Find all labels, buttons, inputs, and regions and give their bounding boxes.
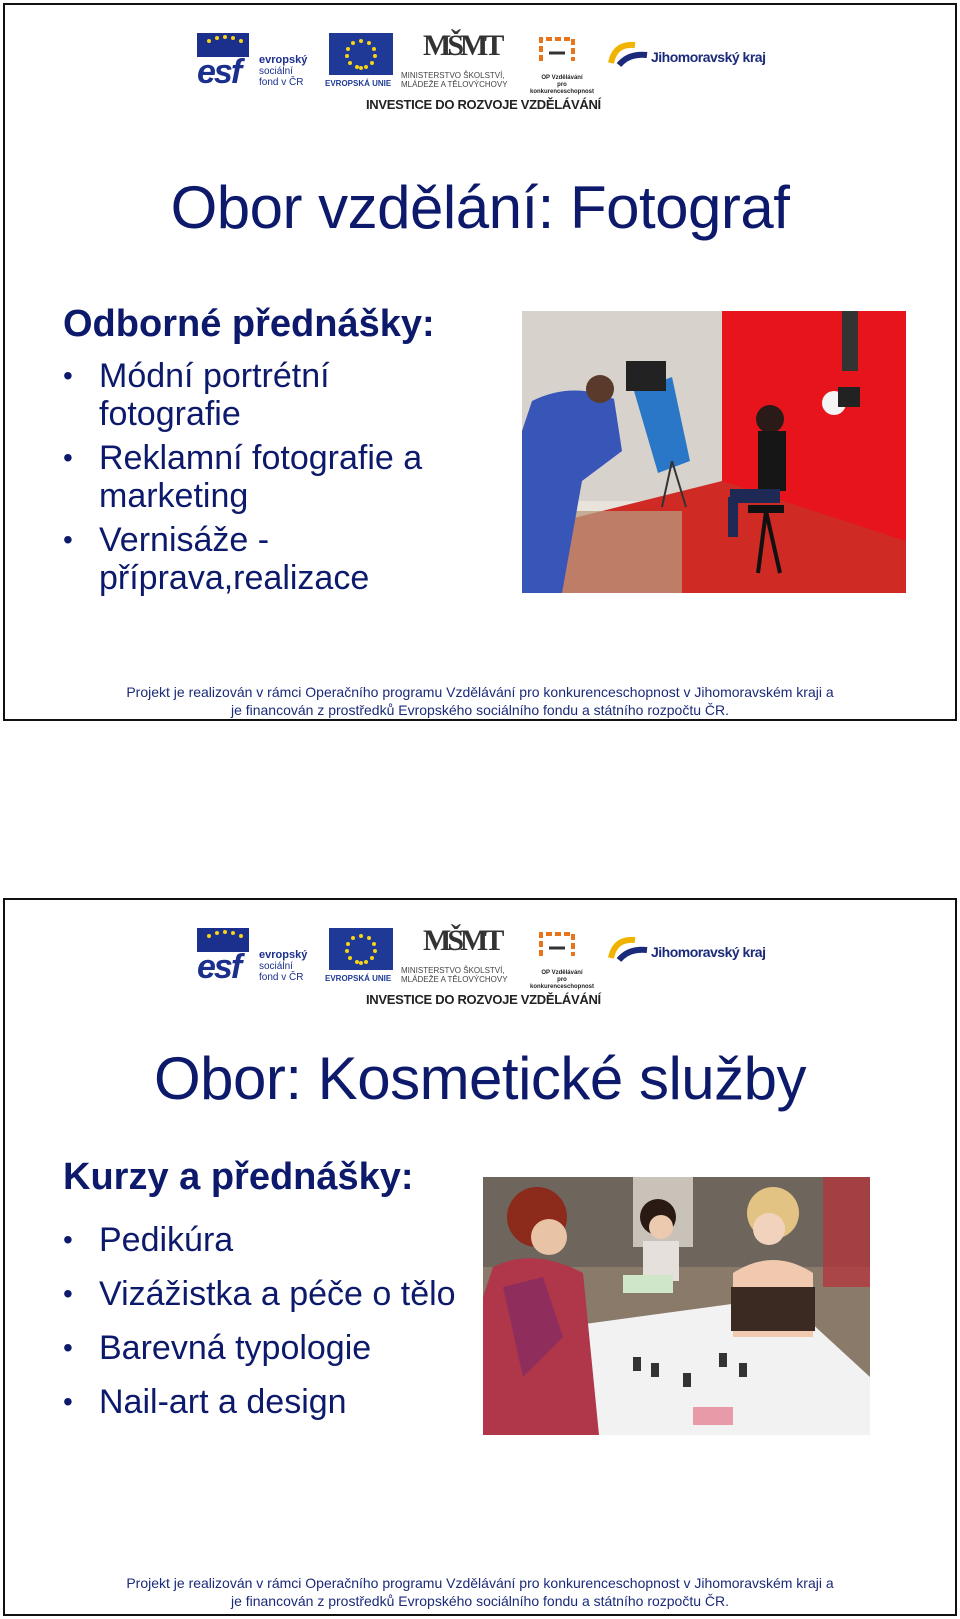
eu-flag-icon [329, 33, 393, 75]
jihomoravsky-kraj-logo [607, 35, 777, 75]
bullet-list [63, 1218, 463, 1434]
section-heading: Kurzy a přednášky: [63, 1156, 414, 1198]
eu-text: EVROPSKÁ UNIE [325, 974, 392, 983]
section-heading: Odborné přednášky: [63, 303, 435, 345]
photo-nail-art-workshop [483, 1177, 870, 1435]
slide-title: Obor: Kosmetické služby [153, 1045, 807, 1112]
op-mark-icon [535, 31, 579, 69]
esf-logo [197, 926, 315, 988]
esf-logo [197, 31, 315, 93]
jmk-mark-icon [607, 37, 649, 71]
esf-text: evropský sociální fond v ČR [259, 949, 308, 983]
slide-title: Obor vzdělání: Fotograf [170, 174, 790, 241]
eu-text: EVROPSKÁ UNIE [325, 79, 392, 88]
esf-wordmark: esf [197, 948, 241, 986]
list-item: • Reklamní fotografie a marketing [63, 439, 463, 515]
footer-note: Projekt je realizován v rámci Operačního programu Vzdělávání pro konkurenceschopnost v Jihomoravském kraji a je financován z prostředků Evropského sociálního fondu a státního rozpočtu ČR. [126, 1575, 834, 1609]
slide-kosmeticke-sluzby [3, 898, 957, 1616]
esf-wordmark: esf [197, 53, 241, 91]
op-text: OP Vzdělávání pro konkurenceschopnost [529, 970, 594, 990]
msmt-mark: MŠMT [423, 924, 501, 957]
op-mark-icon [535, 926, 579, 964]
list-item: • Vernisáže - příprava,realizace [63, 521, 463, 597]
list-item: • Barevná typologie [63, 1326, 463, 1370]
eu-logo [325, 31, 395, 89]
list-item: • Pedikúra [63, 1218, 463, 1262]
op-logo [525, 29, 597, 95]
bullet-list [63, 357, 463, 603]
eu-flag-icon [329, 928, 393, 970]
op-logo [525, 924, 597, 990]
jmk-text: Jihomoravský kraj [651, 49, 766, 65]
op-text: OP Vzdělávání pro konkurenceschopnost [529, 75, 594, 95]
slide-fotograf [3, 3, 957, 721]
logo-strip [5, 900, 955, 1020]
list-item: • Nail-art a design [63, 1380, 463, 1424]
jmk-text: Jihomoravský kraj [651, 944, 766, 960]
msmt-logo [401, 27, 515, 91]
msmt-logo [401, 922, 515, 986]
footer-note: Projekt je realizován v rámci Operačního programu Vzdělávání pro konkurenceschopnost v Jihomoravském kraji a je financován z prostředků Evropského sociálního fondu a státního rozpočtu ČR. [126, 684, 834, 718]
msmt-text: MINISTERSTVO ŠKOLSTVÍ, MLÁDEŽE A TĚLOVÝCHOVY [401, 966, 508, 984]
jmk-mark-icon [607, 932, 649, 966]
list-item: • Vizážistka a péče o tělo [63, 1272, 463, 1316]
eu-logo [325, 926, 395, 984]
msmt-text: MINISTERSTVO ŠKOLSTVÍ, MLÁDEŽE A TĚLOVÝCHOVY [401, 71, 508, 89]
jihomoravsky-kraj-logo [607, 930, 777, 970]
msmt-mark: MŠMT [423, 29, 501, 62]
esf-text: evropský sociální fond v ČR [259, 54, 308, 88]
investment-tagline: INVESTICE DO ROZVOJE VZDĚLÁVÁNÍ [366, 97, 601, 112]
list-item: • Módní portrétní fotografie [63, 357, 463, 433]
investment-tagline: INVESTICE DO ROZVOJE VZDĚLÁVÁNÍ [366, 992, 601, 1007]
photo-studio-shoot [522, 311, 906, 593]
logo-strip [5, 5, 955, 125]
